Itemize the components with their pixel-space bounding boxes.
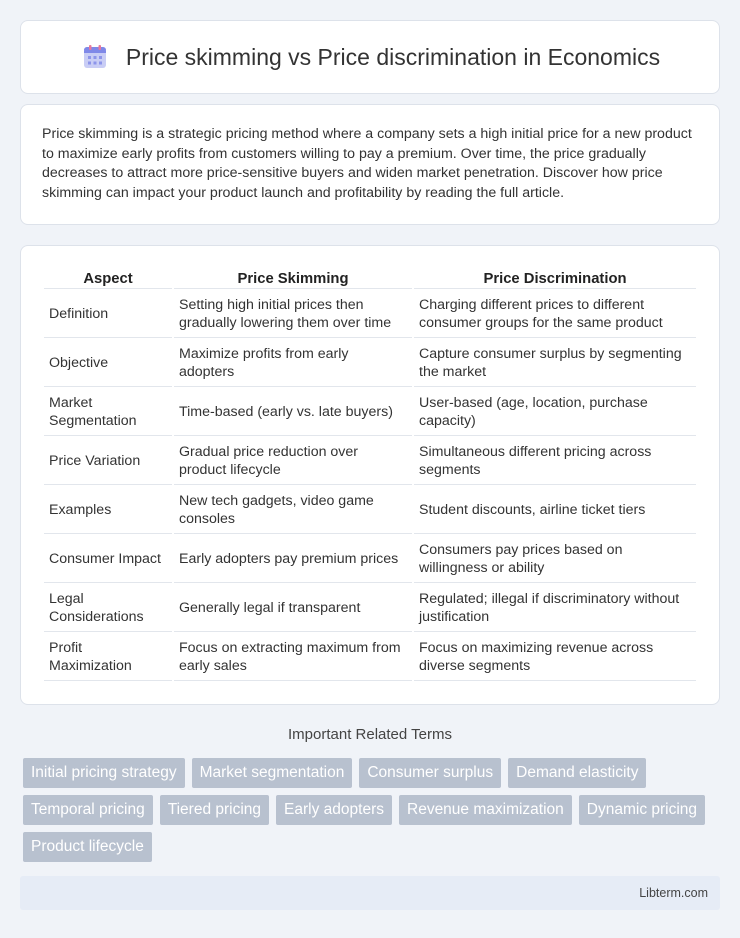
aspect-cell: Price Variation: [44, 438, 172, 485]
related-terms-section: [20, 726, 720, 862]
header: [20, 20, 720, 94]
discrimination-cell: Consumers pay prices based on willingness or ability: [414, 536, 696, 583]
skimming-cell: New tech gadgets, video game consoles: [174, 487, 412, 534]
column-header-price-discrimination: Price Discrimination: [414, 268, 696, 289]
tag-market-segmentation[interactable]: Market segmentation: [192, 758, 353, 788]
related-terms-title: Important Related Terms: [288, 726, 452, 743]
aspect-cell: Consumer Impact: [44, 536, 172, 583]
table-row: [44, 340, 696, 387]
table-row: [44, 536, 696, 583]
table-row: [44, 585, 696, 632]
aspect-cell: Definition: [44, 291, 172, 338]
footer: [20, 876, 720, 910]
column-header-price-skimming: Price Skimming: [174, 268, 412, 289]
discrimination-cell: Focus on maximizing revenue across diverse segments: [414, 634, 696, 681]
discrimination-cell: Regulated; illegal if discriminatory without justification: [414, 585, 696, 632]
table-header-row: [44, 268, 696, 289]
tag-demand-elasticity[interactable]: Demand elasticity: [508, 758, 646, 788]
tag-product-lifecycle[interactable]: Product lifecycle: [23, 832, 152, 862]
skimming-cell: Gradual price reduction over product lifecycle: [174, 438, 412, 485]
table-row: [44, 291, 696, 338]
discrimination-cell: Student discounts, airline ticket tiers: [414, 487, 696, 534]
skimming-cell: Focus on extracting maximum from early sales: [174, 634, 412, 681]
table-row: [44, 634, 696, 681]
page-title: Price skimming vs Price discrimination in Economics: [125, 43, 661, 70]
tag-tiered-pricing[interactable]: Tiered pricing: [160, 795, 269, 825]
column-header-aspect: Aspect: [44, 268, 172, 289]
related-terms-tags: [20, 758, 720, 862]
skimming-cell: Time-based (early vs. late buyers): [174, 389, 412, 436]
skimming-cell: Maximize profits from early adopters: [174, 340, 412, 387]
aspect-cell: Objective: [44, 340, 172, 387]
skimming-cell: Generally legal if transparent: [174, 585, 412, 632]
discrimination-cell: Capture consumer surplus by segmenting the market: [414, 340, 696, 387]
aspect-cell: Profit Maximization: [44, 634, 172, 681]
comparison-table: [42, 266, 698, 683]
tag-early-adopters[interactable]: Early adopters: [276, 795, 392, 825]
intro-card: [20, 104, 720, 225]
table-row: [44, 438, 696, 485]
skimming-cell: Early adopters pay premium prices: [174, 536, 412, 583]
tag-initial-pricing-strategy[interactable]: Initial pricing strategy: [23, 758, 185, 788]
aspect-cell: Examples: [44, 487, 172, 534]
table-row: [44, 389, 696, 436]
discrimination-cell: User-based (age, location, purchase capacity): [414, 389, 696, 436]
footer-brand-link[interactable]: Libterm.com: [639, 886, 708, 900]
tag-temporal-pricing[interactable]: Temporal pricing: [23, 795, 153, 825]
comparison-table-card: [20, 245, 720, 705]
table-row: [44, 487, 696, 534]
tag-consumer-surplus[interactable]: Consumer surplus: [359, 758, 501, 788]
aspect-cell: Market Segmentation: [44, 389, 172, 436]
intro-text: Price skimming is a strategic pricing method where a company sets a high initial price for a new product to maximize early profits from customers willing to pay a premium. Over time, the price gradually decreases to attract more price-sensitive buyers and widen market penetration. Discover how price skimming can impact your product launch and profitability by reading the full article.: [42, 126, 692, 201]
calendar-icon: [80, 42, 110, 72]
tag-revenue-maximization[interactable]: Revenue maximization: [399, 795, 572, 825]
tag-dynamic-pricing[interactable]: Dynamic pricing: [579, 795, 705, 825]
skimming-cell: Setting high initial prices then gradually lowering them over time: [174, 291, 412, 338]
aspect-cell: Legal Considerations: [44, 585, 172, 632]
discrimination-cell: Charging different prices to different consumer groups for the same product: [414, 291, 696, 338]
discrimination-cell: Simultaneous different pricing across segments: [414, 438, 696, 485]
